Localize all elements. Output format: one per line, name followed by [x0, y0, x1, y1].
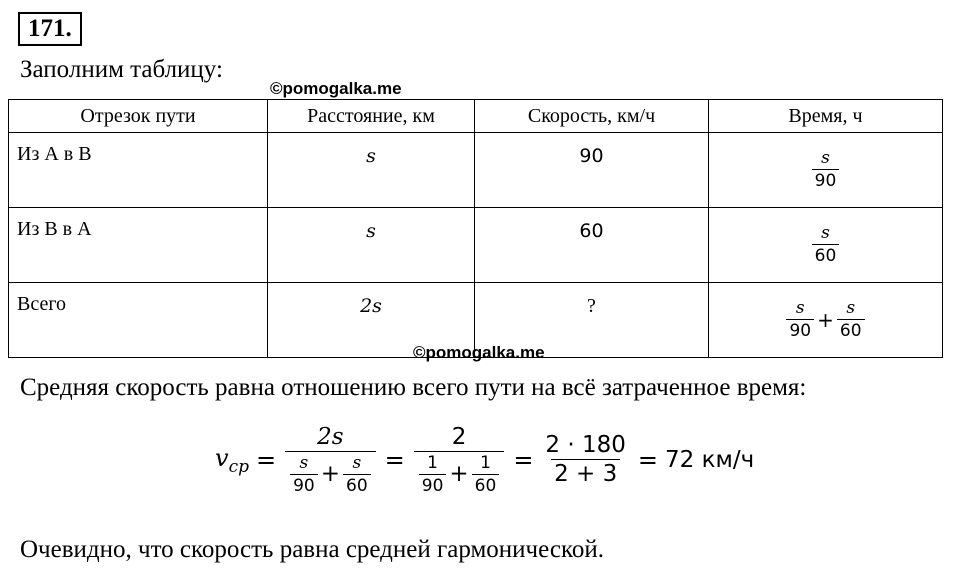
- cell-speed: ?: [475, 283, 709, 358]
- intro-text: Заполним таблицу:: [20, 56, 223, 83]
- fraction-numerator: 2 · 180: [545, 432, 626, 459]
- fraction-1: [285, 425, 376, 496]
- time-fraction: [812, 149, 840, 190]
- problem-number: 171.: [18, 12, 82, 46]
- cell-distance: 2s: [268, 283, 475, 358]
- time-fraction: [837, 299, 865, 340]
- time-fraction: [786, 299, 814, 340]
- formula-result: 72 км/ч: [665, 447, 755, 474]
- header-time: Время, ч: [709, 100, 943, 133]
- fraction-numerator: s: [821, 223, 830, 244]
- header-segment: Отрезок пути: [9, 100, 268, 133]
- cell-time: [709, 283, 943, 358]
- equals-sign: =: [255, 446, 277, 475]
- equals-sign: =: [384, 446, 405, 475]
- cell-segment: Из А в В: [9, 133, 268, 208]
- cell-time: [709, 208, 943, 283]
- fraction-2: [414, 425, 505, 496]
- header-speed: Скорость, км/ч: [475, 100, 709, 133]
- equals-sign: =: [637, 446, 658, 475]
- data-table: [8, 99, 943, 358]
- fraction-denominator: 60: [837, 319, 865, 341]
- cell-segment: Всего: [9, 283, 268, 358]
- cell-speed: 90: [475, 133, 709, 208]
- explanation-text: Средняя скорость равна отношению всего пути на всё затраченное время:: [20, 374, 807, 401]
- fraction-denominator: $\frac{s}{90}$ + $\frac{s}{60}$: [285, 451, 376, 495]
- fraction-denominator: 90: [786, 319, 814, 341]
- plus-sign: +: [817, 308, 834, 332]
- cell-segment: Из В в А: [9, 208, 268, 283]
- header-distance: Расстояние, км: [268, 100, 475, 133]
- table-row: [9, 208, 943, 283]
- formula-lhs: $v_{cp}$: [215, 443, 249, 477]
- fraction-numerator: s: [846, 298, 856, 319]
- cell-time: [709, 133, 943, 208]
- cell-distance: s: [268, 208, 475, 283]
- fraction-numerator: s: [795, 298, 805, 319]
- cell-speed: 60: [475, 208, 709, 283]
- fraction-denominator: $\frac{1}{90}$ + $\frac{1}{60}$: [414, 451, 505, 495]
- fraction-numerator: 2s: [317, 424, 344, 450]
- fraction-3: [542, 433, 628, 488]
- cell-distance: s: [268, 133, 475, 208]
- watermark-bottom: ©pomogalka.me: [413, 343, 545, 362]
- fraction-denominator: 90: [812, 169, 840, 191]
- equals-sign: =: [513, 446, 534, 475]
- fraction-denominator: 2 + 3: [551, 459, 620, 487]
- watermark-top: ©pomogalka.me: [270, 79, 402, 98]
- table-row: [9, 133, 943, 208]
- fraction-numerator: 2: [451, 424, 467, 450]
- fraction-numerator: s: [821, 148, 830, 169]
- table-header-row: [9, 100, 943, 133]
- fraction-denominator: 60: [812, 244, 840, 266]
- time-fraction: [812, 224, 840, 265]
- conclusion-text: Очевидно, что скорость равна средней гармонической.: [20, 536, 604, 563]
- average-speed-formula: [215, 425, 754, 496]
